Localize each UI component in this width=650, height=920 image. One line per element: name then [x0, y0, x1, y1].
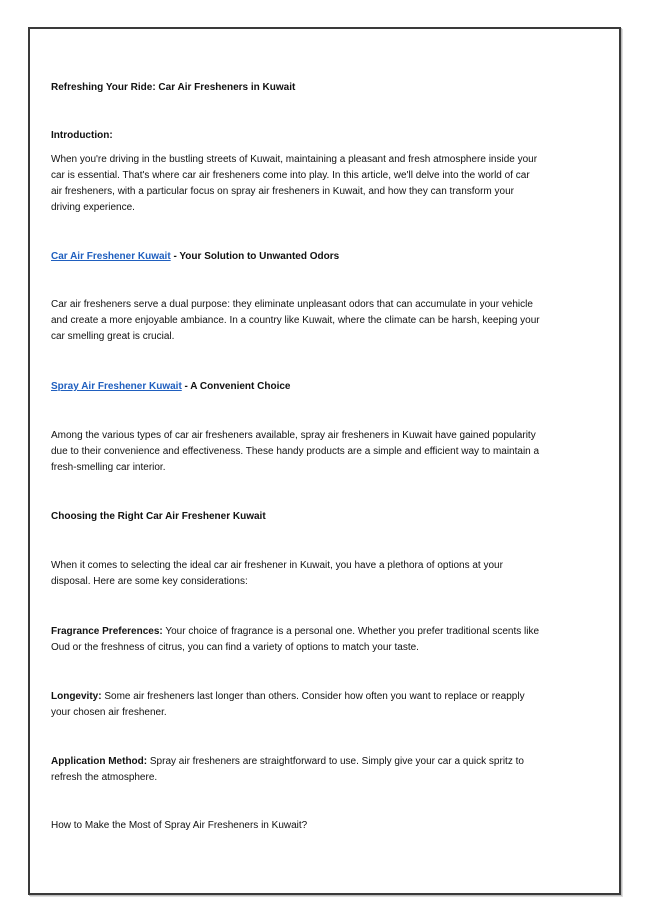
consideration-text: Spray air fresheners are straightforward to use. Simply give your car a quick spritz to refresh the atmosphere. — [51, 756, 524, 783]
section3-paragraph: When it comes to selecting the ideal car air freshener in Kuwait, you have a plethora of options at your disposal. Here are some key considerations: — [51, 560, 503, 587]
consideration-fragrance — [51, 624, 543, 656]
consideration-label: Application Method: — [51, 756, 148, 767]
section3-heading: Choosing the Right Car Air Freshener Kuwait — [51, 511, 266, 522]
document-title: Refreshing Your Ride: Car Air Fresheners in Kuwait — [51, 82, 296, 93]
spray-air-freshener-kuwait-link[interactable]: Spray Air Freshener Kuwait — [51, 381, 182, 392]
section1-heading — [51, 249, 339, 265]
section2-paragraph: Among the various types of car air fresheners available, spray air fresheners in Kuwait have gained popularity due to their convenience and effectiveness. These handy products are a simple and efficient way to maintain a fresh-smelling car interior. — [51, 430, 540, 473]
section4-heading: How to Make the Most of Spray Air Fresheners in Kuwait? — [51, 820, 308, 831]
section1-heading-rest: - Your Solution to Unwanted Odors — [170, 251, 340, 262]
section2-heading-rest: - A Convenient Choice — [181, 381, 291, 392]
car-air-freshener-kuwait-link[interactable]: Car Air Freshener Kuwait — [51, 251, 171, 262]
section2-heading — [51, 379, 291, 395]
consideration-longevity — [51, 689, 543, 721]
intro-heading: Introduction: — [51, 130, 113, 141]
consideration-text: Some air fresheners last longer than others. Consider how often you want to replace or reapply your chosen air freshener. — [51, 691, 525, 718]
consideration-label: Longevity: — [51, 691, 102, 702]
intro-paragraph: When you're driving in the bustling streets of Kuwait, maintaining a pleasant and fresh atmosphere inside your car is essential. That's where car air fresheners come into play. In this article, we'll delve into the world of car air fresheners, with a particular focus on spray air fresheners in Kuwait, and how they can transform your driving experience. — [51, 154, 538, 213]
consideration-label: Fragrance Preferences: — [51, 626, 163, 637]
consideration-application — [51, 754, 535, 786]
section1-paragraph: Car air fresheners serve a dual purpose: they eliminate unpleasant odors that can accumulate in your vehicle and create a more enjoyable ambiance. In a country like Kuwait, where the climate can be harsh, keeping your car smelling great is crucial. — [51, 299, 540, 342]
consideration-text: Your choice of fragrance is a personal one. Whether you prefer traditional scents like Oud or the freshness of citrus, you can find a variety of options to match your taste. — [51, 626, 540, 653]
